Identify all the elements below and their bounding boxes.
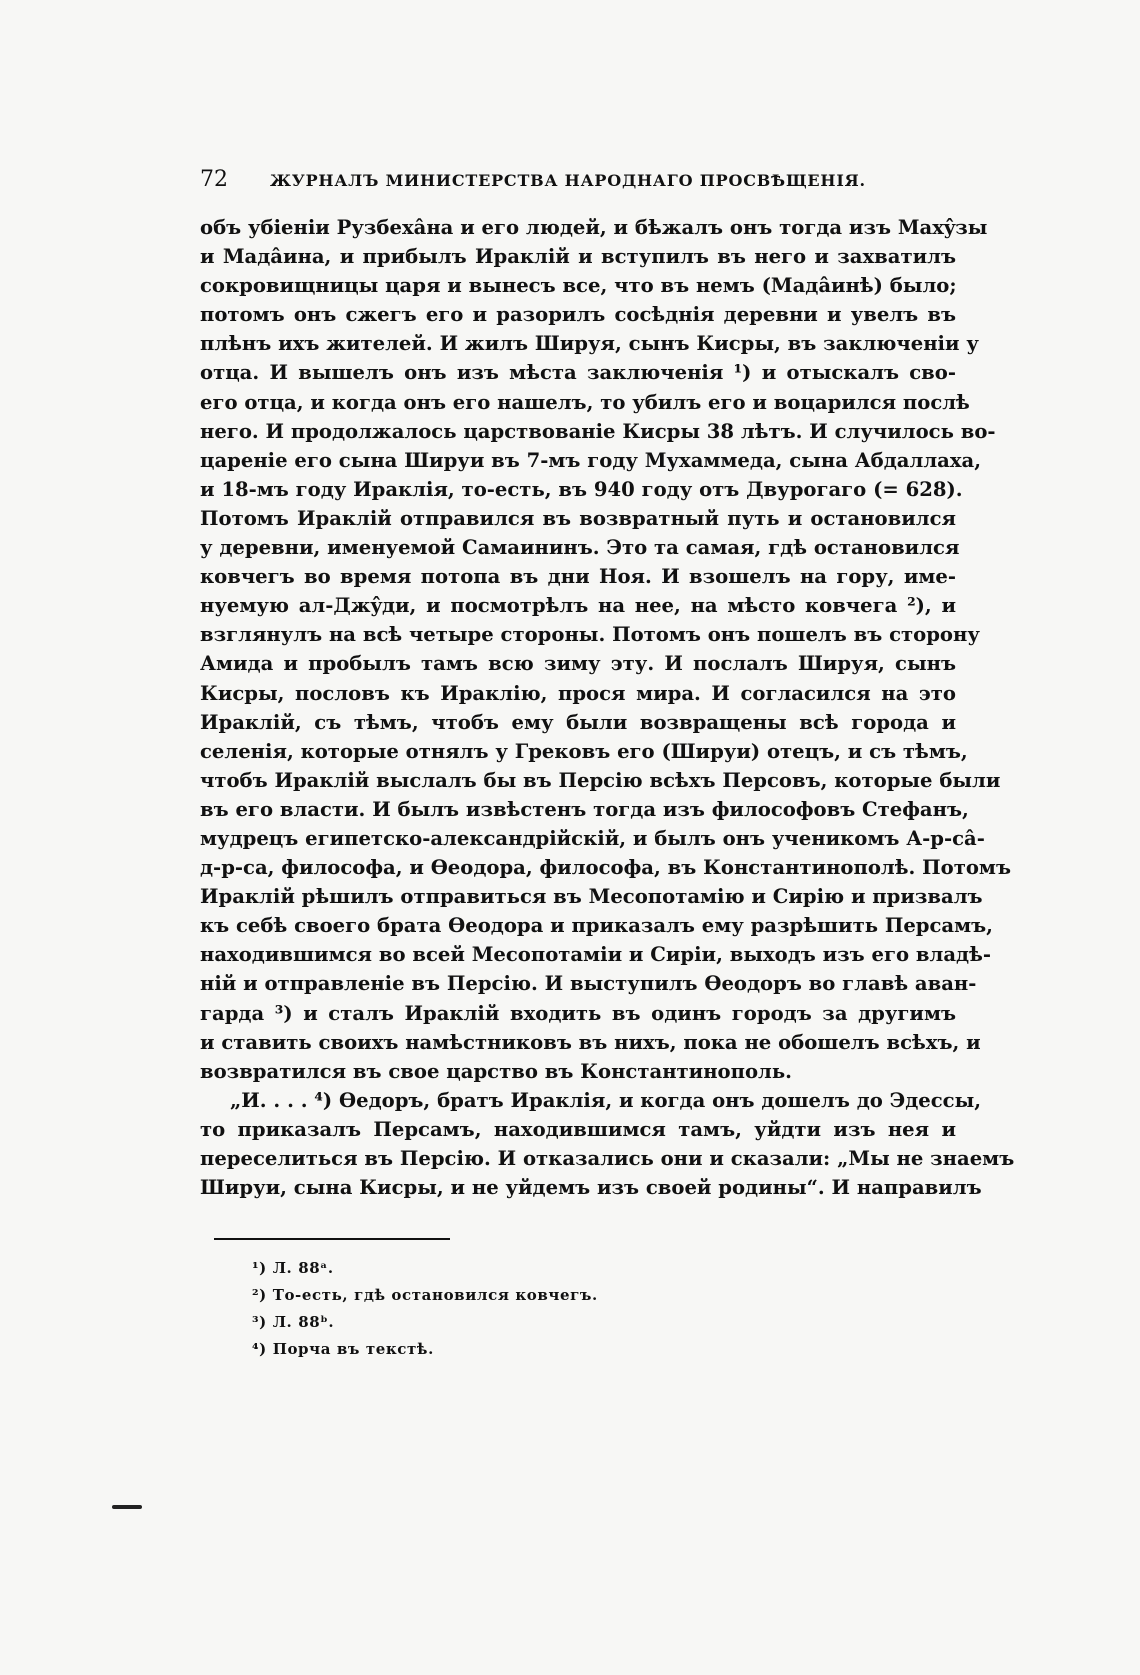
text-line: гарда ³) и сталъ Ираклій входить въ одинъ городъ за другимъ [200, 1001, 956, 1025]
text-line: Потомъ Ираклій отправился въ возвратный путь и остановился [200, 506, 956, 530]
text-line: плѣнъ ихъ жителей. И жилъ Шируя, сынъ Кисры, въ заключеніи у [200, 332, 979, 356]
footnote: ³) Л. 88ᵇ. [252, 1313, 335, 1331]
text-line: ній и отправленіе въ Персію. И выступилъ Ѳеодоръ во главѣ аван- [200, 972, 977, 996]
text-line: сокровищницы царя и вынесъ все, что въ немъ (Мадâинѣ) было; [200, 274, 957, 298]
text-line: отца. И вышелъ онъ изъ мѣста заключенія ¹) и отыскалъ сво- [200, 361, 956, 385]
text-line: и ставить своихъ намѣстниковъ въ нихъ, пока не обошелъ всѣхъ, и [200, 1030, 981, 1054]
text-line: то приказалъ Персамъ, находившимся тамъ, уйдти изъ нея и [200, 1117, 956, 1141]
body-text [200, 213, 1015, 1202]
text-line: селенія, которые отнялъ у Грековъ его (Шируи) отецъ, и съ тѣмъ, [200, 739, 968, 763]
text-line: у деревни, именуемой Самаининъ. Это та самая, гдѣ остановился [200, 536, 960, 560]
text-line: въ его власти. И былъ извѣстенъ тогда изъ философовъ Стефанъ, [200, 797, 969, 821]
text-line: Ираклій рѣшилъ отправиться въ Месопотамію и Сирію и призвалъ [200, 885, 983, 909]
text-line: Кисры, пословъ къ Ираклію, прося мира. И согласился на это [200, 681, 956, 705]
footnotes [252, 1255, 752, 1363]
footnote-rule [214, 1238, 450, 1240]
running-title: ЖУРНАЛЪ МИНИСТЕРСТВА НАРОДНАГО ПРОСВѢЩЕНІЯ. [270, 171, 866, 190]
footnote: ¹) Л. 88ᵃ. [252, 1259, 334, 1277]
text-line: „И. . . . ⁴) Ѳедоръ, братъ Ираклія, и когда онъ дошелъ до Эдессы, [230, 1088, 982, 1112]
text-line: и Мадâина, и прибылъ Ираклій и вступилъ въ него и захватилъ [200, 245, 956, 269]
text-line: Амида и пробылъ тамъ всю зиму эту. И послалъ Шируя, сынъ [200, 652, 956, 676]
text-line: и 18-мъ году Ираклія, то-есть, въ 940 году отъ Двурогаго (= 628). [200, 477, 963, 501]
text-line: мудрецъ египетско-александрійскій, и былъ онъ ученикомъ А-р-сâ- [200, 826, 985, 850]
text-line: чтобъ Ираклій выслалъ бы въ Персію всѣхъ Персовъ, которые были [200, 768, 1001, 792]
page-number: 72 [200, 167, 228, 192]
text-line: переселиться въ Персію. И отказались они и сказали: „Мы не знаемъ [200, 1147, 1015, 1170]
text-line: ковчегъ во время потопа въ дни Ноя. И взошелъ на гору, име- [200, 565, 956, 589]
text-line: возвратился въ свое царство въ Константинополь. [200, 1059, 792, 1083]
margin-mark [112, 1505, 142, 1509]
footnote: ²) То-есть, гдѣ остановился ковчегъ. [252, 1286, 598, 1304]
text-line: цареніе его сына Шируи въ 7-мъ году Мухаммеда, сына Абдаллаха, [200, 448, 982, 472]
text-line: объ убіеніи Рузбехâна и его людей, и бѣжалъ онъ тогда изъ Махŷзы [200, 216, 988, 239]
text-line: д-р-са, философа, и Ѳеодора, философа, въ Константинополѣ. Потомъ [200, 856, 1011, 880]
text-line: нуемую ал-Джŷди, и посмотрѣлъ на нее, на мѣсто ковчега ²), и [200, 594, 956, 618]
text-line: Шируи, сына Кисры, и не уйдемъ изъ своей родины“. И направилъ [200, 1176, 982, 1200]
text-line: къ себѣ своего брата Ѳеодора и приказалъ ему разрѣшить Персамъ, [200, 914, 994, 938]
text-line: потомъ онъ сжегъ его и разорилъ сосѣднія деревни и увелъ въ [200, 303, 956, 327]
page-header [200, 167, 960, 192]
text-line: находившимся во всей Месопотаміи и Сиріи, выходъ изъ его владѣ- [200, 943, 991, 967]
text-line: Ираклій, съ тѣмъ, чтобъ ему были возвращены всѣ города и [200, 710, 956, 734]
footnote: ⁴) Порча въ текстѣ. [252, 1340, 434, 1358]
text-line: него. И продолжалось царствованіе Кисры 38 лѣтъ. И случилось во- [200, 419, 996, 443]
text-line: взглянулъ на всѣ четыре стороны. Потомъ онъ пошелъ въ сторону [200, 623, 980, 647]
text-line: его отца, и когда онъ его нашелъ, то убилъ его и воцарился послѣ [200, 390, 970, 414]
